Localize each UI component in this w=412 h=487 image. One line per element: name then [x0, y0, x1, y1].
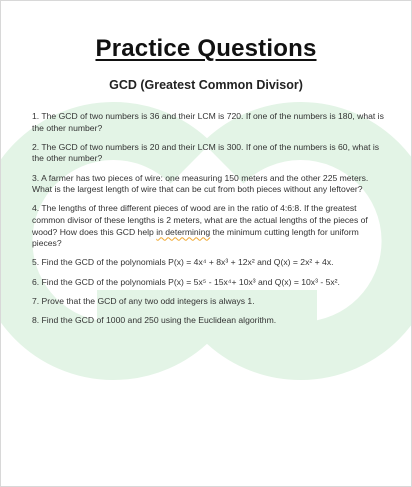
question-item: 6. Find the GCD of the polynomials P(x) = 5x⁵ - 15x⁴+ 10x³ and Q(x) = 10x³ - 5x².: [32, 276, 340, 287]
question-list: [32, 111, 384, 334]
question-item: 5. Find the GCD of the polynomials P(x) = 4x⁴ + 8x³ + 12x² and Q(x) = 2x² + 4x.: [32, 257, 334, 268]
question-text-before: 4. The lengths of three different pieces of wood are in the ratio of 4:6:8. If the greatest common divisor of these lengths is 2 meters, what are the actual lengths of the pieces of wood? How does this GCD help: [32, 203, 368, 237]
spellcheck-marked-text: in determining: [156, 226, 211, 237]
page-title: [1, 35, 411, 63]
page-subtitle: GCD (Greatest Common Divisor): [109, 78, 303, 92]
page-title-text: Practice Questions: [95, 35, 317, 62]
question-text-after: the minimum cutting length for uniform pieces?: [32, 226, 359, 249]
question-item: 1. The GCD of two numbers is 36 and their LCM is 720. If one of the numbers is 180, what is the other number?: [32, 111, 384, 133]
question-item: 3. A farmer has two pieces of wire: one measuring 150 meters and the other 225 meters. What is the largest length of wire that can be cut from both pieces without any leftover?: [32, 172, 369, 195]
question-item: [32, 203, 384, 249]
question-item: 2. The GCD of two numbers is 20 and their LCM is 300. If one of the numbers is 60, what is the other number?: [32, 141, 380, 164]
question-item: 8. Find the GCD of 1000 and 250 using the Euclidean algorithm.: [32, 314, 277, 325]
question-item: 7. Prove that the GCD of any two odd integers is always 1.: [32, 295, 255, 306]
